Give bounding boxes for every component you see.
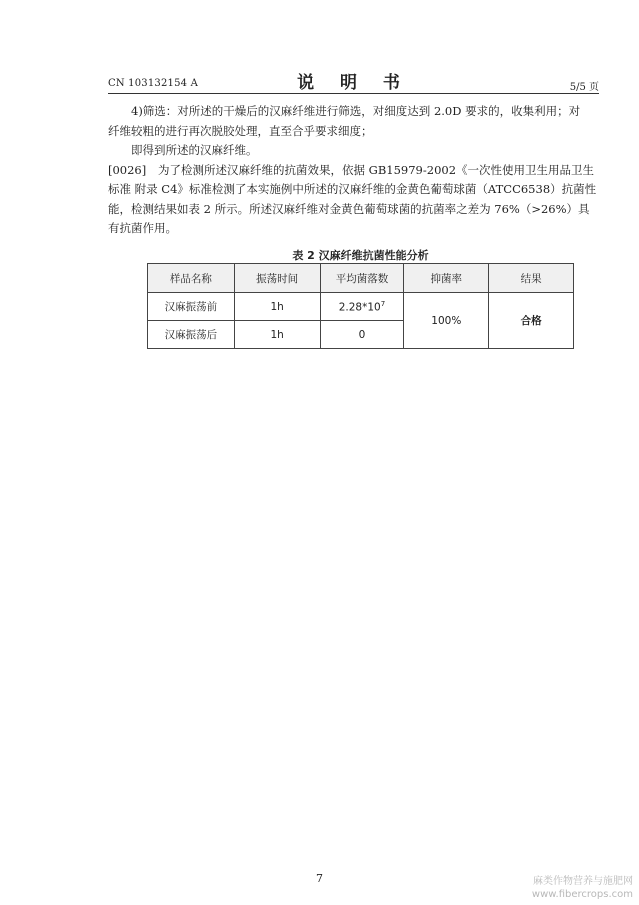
- header-sample-name: 样品名称: [148, 264, 235, 293]
- page-reference: 5/5 页: [569, 82, 599, 93]
- cell-inhibition: 100%: [404, 293, 489, 349]
- cell-sample: 汉麻振荡后: [148, 321, 235, 349]
- step-4-line-1: 4)筛选：对所述的干燥后的汉麻纤维进行筛选，对细度达到 2.0D 要求的，收集利用；对: [131, 104, 581, 118]
- document-title: 说 明 书: [297, 73, 410, 93]
- table-row: [148, 293, 574, 321]
- count-exponent: 7: [380, 299, 386, 308]
- table-title: 表 2 汉麻纤维抗菌性能分析: [292, 249, 429, 262]
- paragraph-text: 为了检测所述汉麻纤维的抗菌效果，依据 GB15979-2002《一次性使用卫生用品卫生标准 附录 C4》标准检测了本实施例中所述的汉麻纤维的金黄色葡萄球菌（ATCC6538）抗菌性能，检测结果如表 2 所示。所述汉麻纤维对金黄色葡萄球菌的抗菌率之差为 76%（>26%）具有抗菌作用。: [108, 162, 597, 235]
- header-avg-colony-count: 平均菌落数: [320, 264, 404, 293]
- result-line: 即得到所述的汉麻纤维。: [131, 143, 258, 157]
- page-number: 7: [316, 872, 323, 885]
- step-4-line-2: 纤维较粗的进行再次脱胶处理，直至合乎要求细度；: [108, 123, 373, 138]
- header-shake-time: 振荡时间: [234, 264, 320, 293]
- watermark-url: www.fibercrops.com: [531, 889, 633, 900]
- patent-number: CN 103132154 A: [108, 78, 199, 89]
- paragraph-number: [0026]: [108, 162, 147, 177]
- antibacterial-table: [147, 263, 574, 349]
- cell-result: 合格: [489, 293, 574, 349]
- document-body: [108, 102, 599, 239]
- count-value: 2.28*10: [338, 301, 381, 314]
- header-result: 结果: [489, 264, 574, 293]
- cell-time: 1h: [234, 293, 320, 321]
- watermark-site-name: 麻类作物营养与施肥网: [533, 876, 633, 887]
- table-header-row: [148, 264, 574, 293]
- watermark: [532, 875, 633, 901]
- header-rule: [108, 93, 599, 94]
- cell-time: 1h: [234, 321, 320, 349]
- cell-count: 0: [320, 321, 404, 349]
- cell-sample: 汉麻振荡前: [148, 293, 235, 321]
- paragraph-0026: [108, 161, 599, 239]
- cell-count: [320, 293, 404, 321]
- header-inhibition-rate: 抑菌率: [404, 264, 489, 293]
- page-header: [108, 66, 599, 92]
